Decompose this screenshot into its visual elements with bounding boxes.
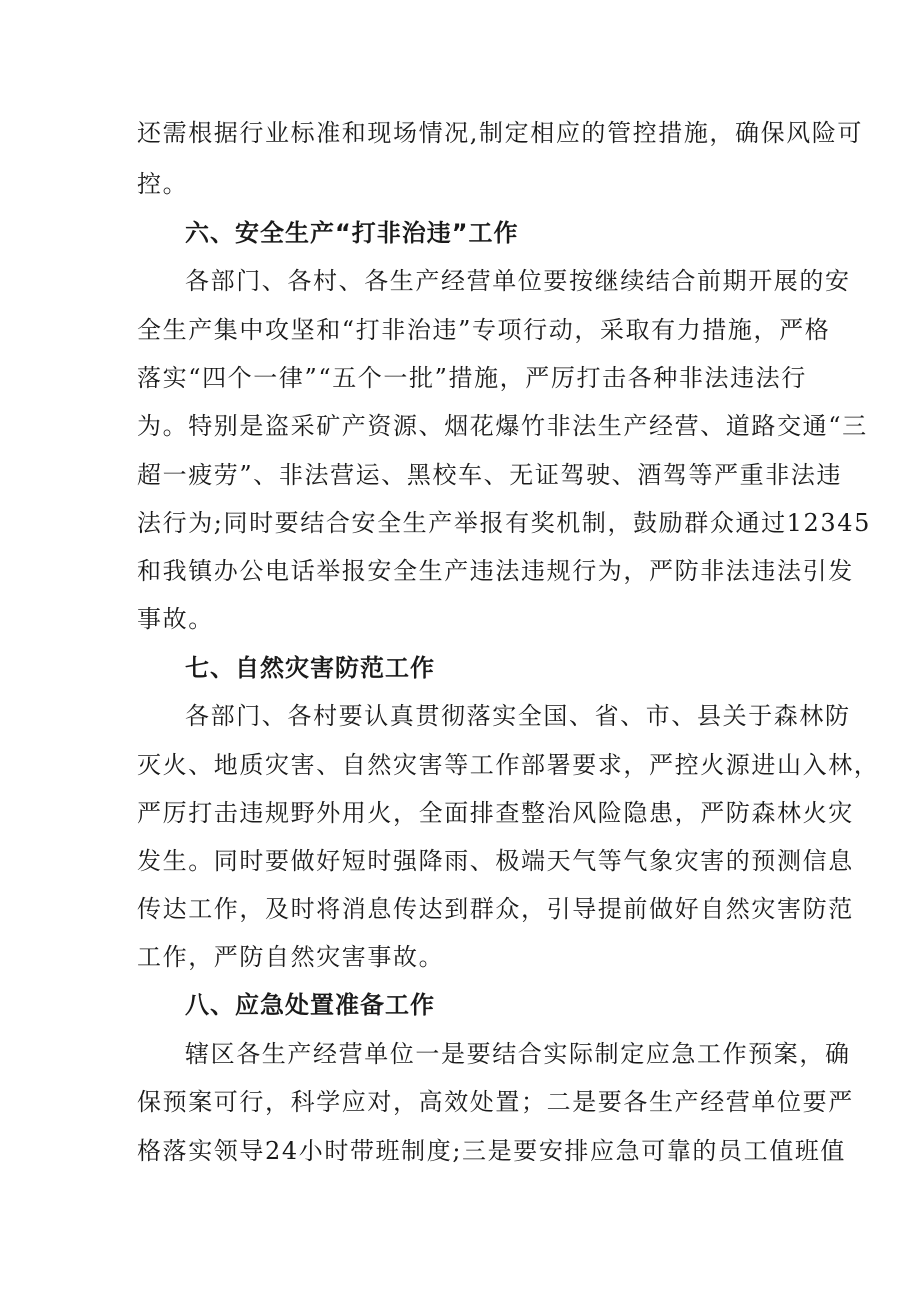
paragraph-line: 还需根据行业标准和现场情况,制定相应的管控措施，确保风险可 [137, 119, 864, 147]
paragraph-line: 各部门、各村、各生产经营单位要按继续结合前期开展的安 [185, 267, 851, 295]
paragraph-line: 传达工作，及时将消息传达到群众，引导提前做好自然灾害防范 [137, 895, 854, 923]
paragraph-line: 辖区各生产经营单位一是要结合实际制定应急工作预案，确 [185, 1040, 851, 1068]
section-heading: 七、自然灾害防范工作 [185, 654, 435, 682]
paragraph-line: 法行为;同时要结合安全生产举报有奖机制，鼓励群众通过12345 [137, 509, 872, 537]
paragraph-line: 灭火、地质灾害、自然灾害等工作部署要求，严控火源进山入林， [137, 751, 880, 779]
paragraph-line: 为。特别是盗采矿产资源、烟花爆竹非法生产经营、道路交通“三 [137, 412, 868, 440]
paragraph-line: 格落实领导24小时带班制度;三是要安排应急可靠的员工值班值 [137, 1137, 847, 1165]
paragraph-line: 控。 [137, 170, 189, 198]
paragraph-line: 事故。 [137, 605, 214, 633]
paragraph-line: 保预案可行，科学应对，高效处置；二是要各生产经营单位要严 [137, 1088, 854, 1116]
paragraph-line: 超一疲劳”、非法营运、黑校车、无证驾驶、酒驾等严重非法违 [137, 461, 843, 489]
paragraph-line: 落实“四个一律”“五个一批”措施，严厉打击各种非法违法行 [137, 364, 807, 392]
paragraph-line: 发生。同时要做好短时强降雨、极端天气等气象灾害的预测信息 [137, 847, 854, 875]
section-heading: 八、应急处置准备工作 [185, 991, 435, 1019]
paragraph-line: 和我镇办公电话举报安全生产违法违规行为，严防非法违法引发 [137, 557, 854, 585]
section-heading: 六、安全生产“打非治违”工作 [185, 219, 519, 247]
paragraph-line: 严厉打击违规野外用火，全面排查整治风险隐患，严防森林火灾 [137, 799, 854, 827]
paragraph-line: 工作，严防自然灾害事故。 [137, 943, 445, 971]
paragraph-line: 各部门、各村要认真贯彻落实全国、省、市、县关于森林防 [185, 702, 851, 730]
paragraph-line: 全生产集中攻坚和“打非治违”专项行动，采取有力措施，严格 [137, 316, 831, 344]
